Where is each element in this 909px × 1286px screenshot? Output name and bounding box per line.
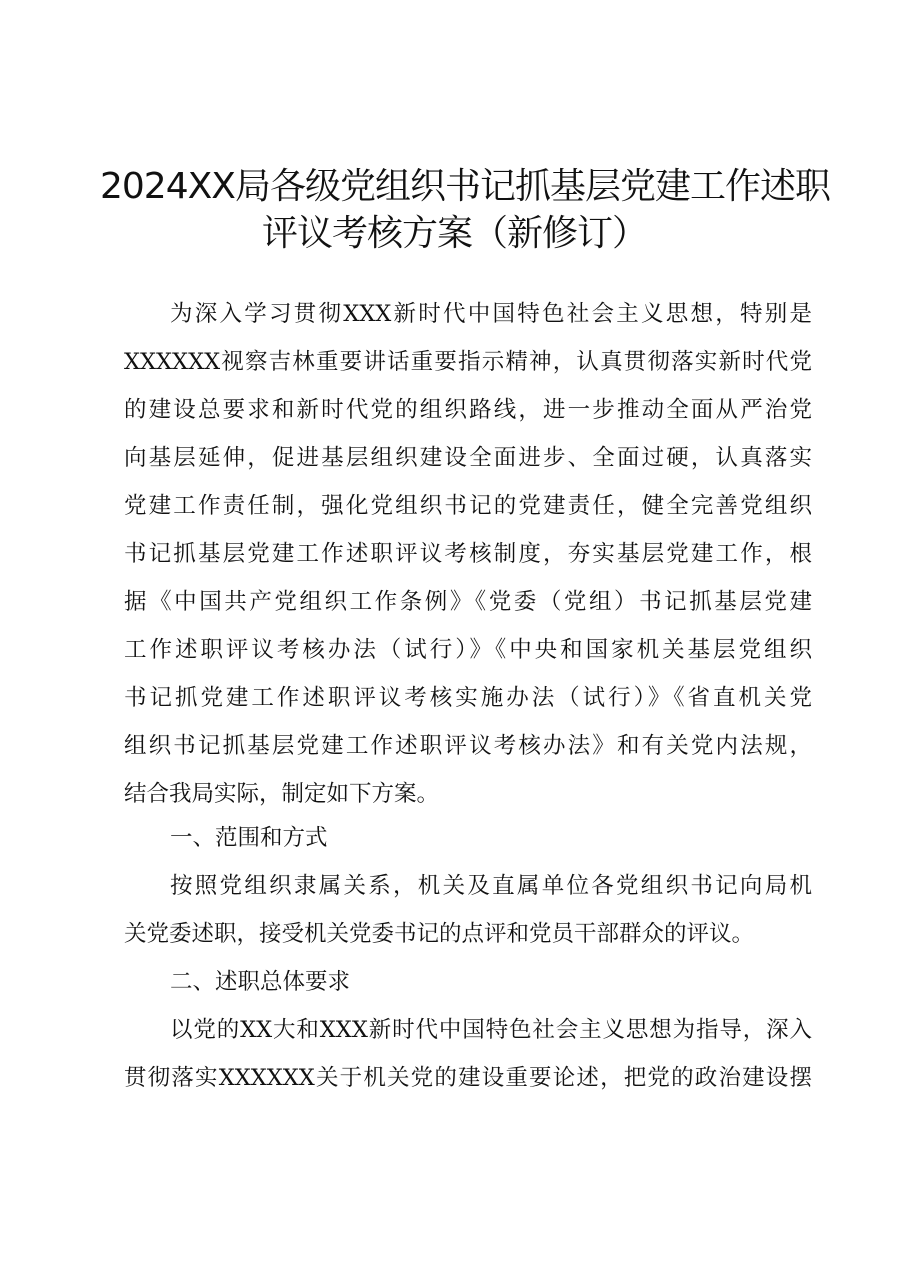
- intro-line: 书记抓基层党建工作述职评议考核制度，夯实基层党建工作，根: [124, 541, 812, 567]
- section-1-line: 关党委述职，接受机关党委书记的点评和党员干部群众的评议。: [124, 921, 755, 947]
- intro-line: 据《中国共产党组织工作条例》《党委（党组）书记抓基层党建: [124, 589, 812, 615]
- section-1-heading: 一、范围和方式: [170, 825, 328, 851]
- intro-line: 组织书记抓基层党建工作述职评议考核办法》和有关党内法规，: [124, 733, 812, 759]
- intro-line: 工作述职评议考核办法（试行）》《中央和国家机关基层党组织: [124, 637, 812, 663]
- section-1-paragraph: [124, 862, 812, 958]
- intro-line: 向基层延伸，促进基层组织建设全面进步、全面过硬，认真落实: [124, 445, 812, 471]
- section-2-paragraph: [124, 1006, 812, 1102]
- intro-line: 的建设总要求和新时代党的组织路线，进一步推动全面从严治党: [124, 397, 812, 423]
- section-2-line: 贯彻落实XXXXXX关于机关党的建设重要论述，把党的政治建设摆: [124, 1065, 812, 1091]
- intro-line: 为深入学习贯彻XXX新时代中国特色社会主义思想，特别是: [170, 301, 812, 327]
- title-line-2: 评议考核方案（新修订）: [261, 213, 647, 254]
- section-1-line: 按照党组织隶属关系，机关及直属单位各党组织书记向局机: [170, 873, 812, 899]
- section-2-line: 以党的XX大和XXX新时代中国特色社会主义思想为指导，深入: [170, 1017, 812, 1043]
- title-line-1: 2024XX局各级党组织书记抓基层党建工作述职: [100, 166, 830, 207]
- intro-line: XXXXXX视察吉林重要讲话重要指示精神，认真贯彻落实新时代党: [124, 349, 812, 375]
- intro-line: 党建工作责任制，强化党组织书记的党建责任，健全完善党组织: [124, 493, 812, 519]
- intro-line: 结合我局实际，制定如下方案。: [124, 781, 440, 807]
- section-2-heading: 二、述职总体要求: [170, 969, 351, 995]
- document-title: [100, 163, 830, 257]
- intro-paragraph: [124, 290, 812, 818]
- intro-line: 书记抓党建工作述职评议考核实施办法（试行）》《省直机关党: [124, 685, 812, 711]
